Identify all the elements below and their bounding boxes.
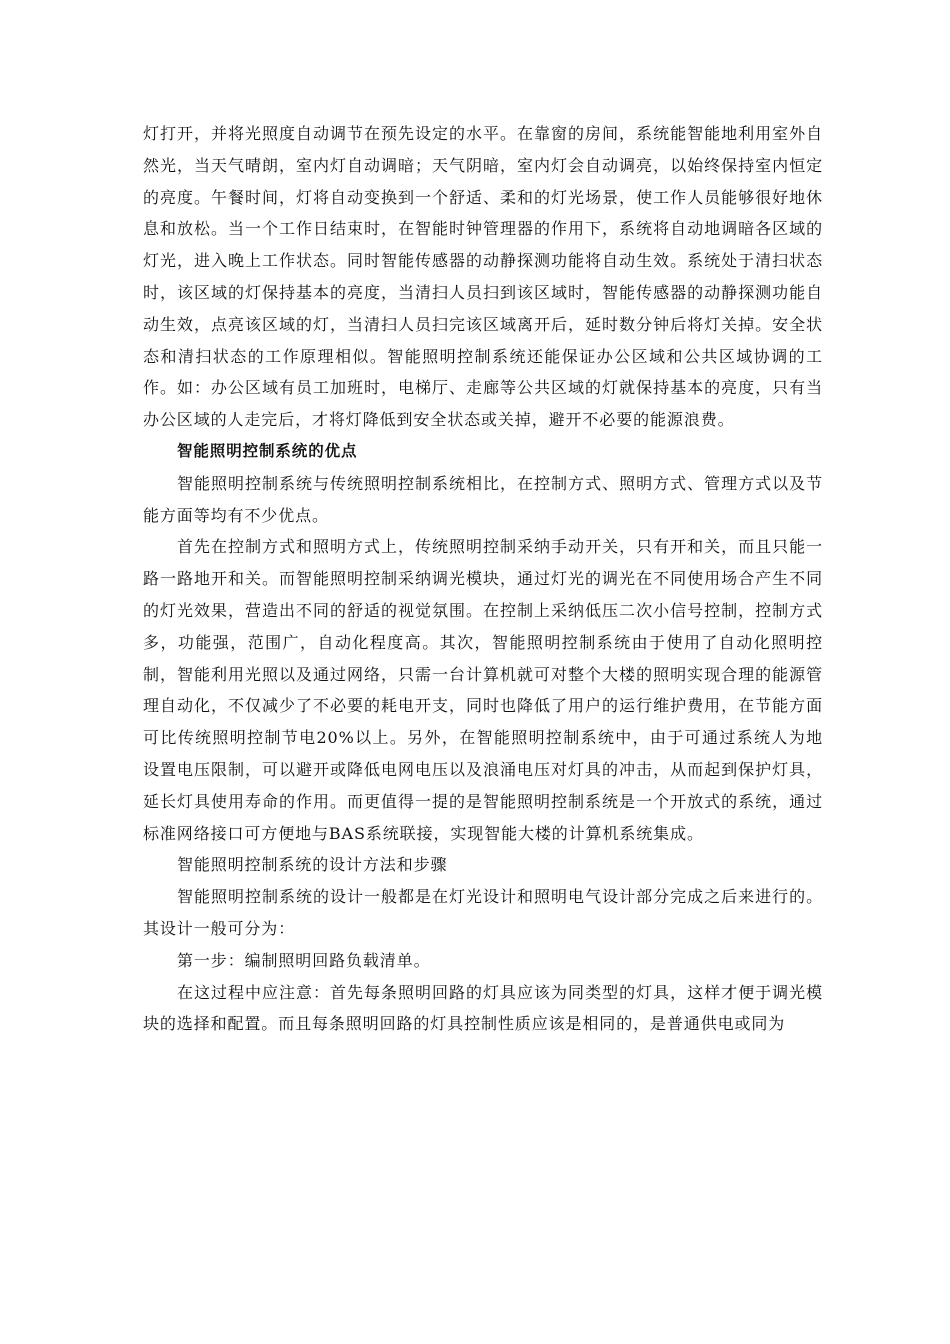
- paragraph-step-one-notes: 在这过程中应注意：首先每条照明回路的灯具应该为同类型的灯具，这样才便于调光模块的选择和配置。而且每条照明回路的灯具控制性质应该是相同的，是普通供电或同为: [143, 982, 823, 1034]
- section-heading-design-method: 智能照明控制系统的设计方法和步骤: [177, 855, 448, 875]
- paragraph-design-intro: 智能照明控制系统的设计一般都是在灯光设计和照明电气设计部分完成之后来进行的。其设计一般可分为：: [143, 887, 823, 938]
- section-heading-advantages: 智能照明控制系统的优点: [177, 441, 358, 460]
- paragraph-step-one: 第一步：编制照明回路负载清单。: [177, 950, 431, 970]
- paragraph-advantages-intro: 智能照明控制系统与传统照明控制系统相比，在控制方式、照明方式、管理方式以及节能方面等均有不少优点。: [143, 473, 823, 525]
- paragraph-advantages-detail: 首先在控制方式和照明方式上，传统照明控制采纳手动开关，只有开和关，而且只能一路一路地开和关。而智能照明控制采纳调光模块，通过灯光的调光在不同使用场合产生不同的灯光效果，营造出不同的舒适的视觉氛围。在控制上采纳低压二次小信号控制，控制方式多，功能强，范围广，自动化程度高。其次，智能照明控制系统由于使用了自动化照明控制，智能利用光照以及通过网络，只需一台计算机就可对整个大楼的照明实现合理的能源管理自动化，不仅减少了不必要的耗电开支，同时也降低了用户的运行维护费用，在节能方面可比传统照明控制节电20%以上。另外，在智能照明控制系统中，由于可通过系统人为地设置电压限制，可以避开或降低电网电压以及浪涌电压对灯具的冲击，从而起到保护灯具，延长灯具使用寿命的作用。而更值得一提的是智能照明控制系统是一个开放式的系统，通过标准网络接口可方便地与BAS系统联接，实现智能大楼的计算机系统集成。: [143, 537, 823, 843]
- document-page: [143, 118, 823, 1040]
- paragraph-continuation: 灯打开，并将光照度自动调节在预先设定的水平。在靠窗的房间，系统能智能地利用室外自然光，当天气晴朗，室内灯自动调暗；天气阴暗，室内灯会自动调亮，以始终保持室内恒定的亮度。午餐时间，灯将自动变换到一个舒适、柔和的灯光场景，使工作人员能够很好地休息和放松。当一个工作日结束时，在智能时钟管理器的作用下，系统将自动地调暗各区域的灯光，进入晚上工作状态。同时智能传感器的动静探测功能将自动生效。系统处于清扫状态时，该区域的灯保持基本的亮度，当清扫人员扫到该区域时，智能传感器的动静探测功能自动生效，点亮该区域的灯，当清扫人员扫完该区域离开后，延时数分钟后将灯关掉。安全状态和清扫状态的工作原理相似。智能照明控制系统还能保证办公区域和公共区域协调的工作。如：办公区域有员工加班时，电梯厅、走廊等公共区域的灯就保持基本的亮度，只有当办公区域的人走完后，才将灯降低到安全状态或关掉，避开不必要的能源浪费。: [143, 124, 823, 430]
